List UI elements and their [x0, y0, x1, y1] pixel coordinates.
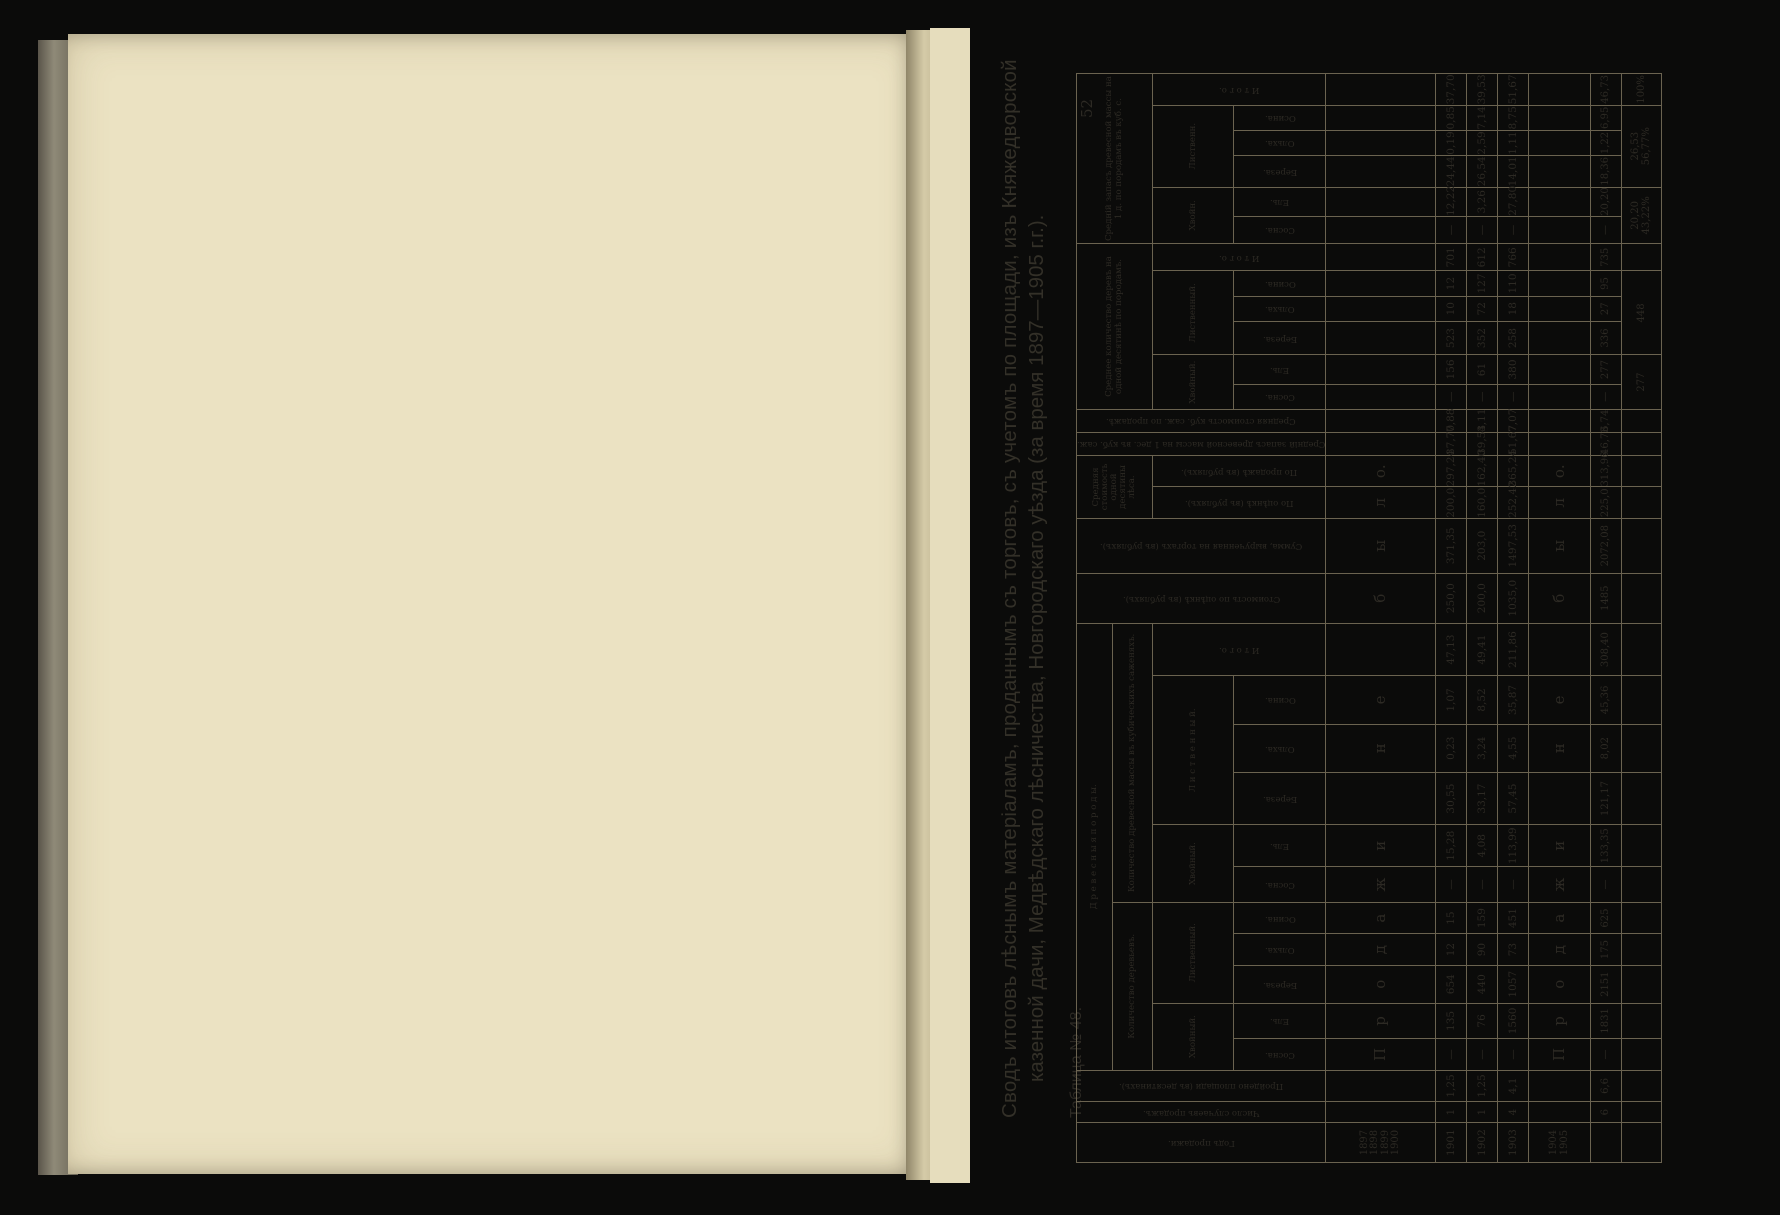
sales-letter: а [1326, 902, 1436, 933]
hdr-by-sale: По продажѣ (въ рубляхъ). [1153, 456, 1326, 487]
sales-letter: р [1529, 1003, 1591, 1039]
sales-letter: о [1529, 965, 1591, 1003]
hdr-c-aspen: Осина. [1234, 902, 1326, 933]
table-row-1902: 1902 1 1,25 — 76 440 90 159 — 4,08 33,17 3,24 8,52 49,41 200,0 203,0 160,0 162,40 39,53 4,11 — 61 352 72 127 612 — 3,26 26,54 2,59 7,14 39,53 [1467, 74, 1498, 1163]
hdr-volume: Количество древесной массы въ кубическихъ саженяхъ. [1113, 623, 1153, 902]
page-number: 52 [1078, 98, 1096, 118]
subtotal-trees-conif: 277 [1622, 355, 1662, 410]
sales-letter: П [1326, 1039, 1436, 1070]
sales-letter: е [1529, 676, 1591, 724]
hdr-avg-cost: Средняя стоимость одной десятины лѣса. [1077, 456, 1153, 519]
hdr-t-birch: Береза. [1234, 321, 1326, 355]
hdr-tree-count: Количество деревьевъ. [1113, 902, 1153, 1070]
sales-letter: л [1529, 487, 1591, 518]
hdr-m-spruce: Ель. [1234, 187, 1326, 216]
years-cell-1904-1905: 1904 1905 [1529, 1123, 1591, 1163]
summary-table [1076, 63, 1756, 1163]
hdr-v-spruce: Ель. [1234, 825, 1326, 867]
sales-letter: о. [1529, 456, 1591, 487]
sales-letter: р [1326, 1003, 1436, 1039]
hdr-t-alder: Ольха. [1234, 296, 1326, 321]
sales-letter: ж [1529, 867, 1591, 903]
hdr-avg-mass: Средній запасъ древесной массы на 1 д. по породамъ въ куб. с. [1077, 74, 1153, 244]
sales-letter: д [1529, 934, 1591, 965]
hdr-mass-total: И т о г о. [1153, 74, 1326, 106]
sales-letter: н [1529, 724, 1591, 772]
table-row-1903: 1903 4 4,1 — 1560 1057 73 451 — 113,99 57,45 4,55 35,87 211,86 1035,0 1497,53 252,42 365,24 51,67 7,07 — 380 258 18 110 766 — 27,80 14,01 1,11 8,75 51,67 [1498, 74, 1529, 1163]
hdr-mass-conif: Хвойн. [1153, 187, 1234, 244]
hdr-area: Пройдено площади (въ десятинахъ). [1077, 1070, 1326, 1101]
hdr-c-pine: Сосна. [1234, 1039, 1326, 1070]
hdr-avg-price: Средняя стоимость куб. саж. по продажѣ. [1077, 409, 1326, 432]
hdr-m-pine: Сосна. [1234, 216, 1326, 243]
sales-letter: л [1326, 487, 1436, 518]
subtotal-mass-conif: 20,20 43,22% [1622, 187, 1662, 244]
no-sales-row-1897-1900 [1326, 74, 1436, 1163]
sales-letter: и [1529, 825, 1591, 867]
hdr-t-spruce: Ель. [1234, 355, 1326, 384]
hdr-t-pine: Сосна. [1234, 384, 1326, 409]
hdr-trees-conif: Хвойный. [1153, 355, 1234, 410]
hdr-cases: Число случаевъ продажъ. [1077, 1102, 1326, 1123]
sales-letter: а [1529, 902, 1591, 933]
hdr-year: Годъ продажи. [1077, 1123, 1326, 1163]
hdr-t-aspen: Осина. [1234, 271, 1326, 296]
hdr-m-alder: Ольха. [1234, 130, 1326, 155]
hdr-count-conif: Хвойный. [1153, 1003, 1234, 1070]
hdr-m-aspen: Осина. [1234, 105, 1326, 130]
table-row-subtotals [1622, 74, 1662, 1163]
no-sales-row-1904-1905 [1529, 74, 1591, 1163]
sales-letter: д [1326, 934, 1436, 965]
left-page [68, 34, 920, 1174]
sales-letter: н [1326, 724, 1436, 772]
sales-letter: П [1529, 1039, 1591, 1070]
hdr-v-pine: Сосна. [1234, 867, 1326, 903]
subtotal-trees-decid: 448 [1622, 271, 1662, 355]
hdr-trees-total: И т о г о. [1153, 244, 1326, 271]
sales-letter: ы [1529, 518, 1591, 573]
sales-letter: ы [1326, 518, 1436, 573]
hdr-v-aspen: Осина. [1234, 676, 1326, 724]
hdr-trees-decid: Лиственный. [1153, 271, 1234, 355]
hdr-c-birch: Береза. [1234, 965, 1326, 1003]
sales-letter: о. [1326, 456, 1436, 487]
sales-letter: б [1529, 573, 1591, 623]
rotated-page-content [970, 59, 1780, 1163]
years-cell-1897-1900: 1897 1898 1899 1900 [1326, 1123, 1436, 1163]
subtotal-mass-decid: 26,53 56,77% [1622, 105, 1662, 187]
hdr-avg-stock: Средній запасъ древесной массы на 1 дес. въ куб. саж. [1077, 432, 1326, 455]
hdr-c-alder: Ольха. [1234, 934, 1326, 965]
hdr-vol-conif: Хвойный. [1153, 825, 1234, 903]
hdr-mass-decid: Лиственн. [1153, 105, 1234, 187]
hdr-c-spruce: Ель. [1234, 1003, 1326, 1039]
sales-letter: ж [1326, 867, 1436, 903]
title-line-2: казенной дачи, Медвѣдскаго лѣсничества, Новгородскаго уѣзда (за время 1897—1905 г.г.). [1025, 214, 1048, 1082]
hdr-count-decid: Лиственный. [1153, 902, 1234, 1003]
table-row-1901: 1901 1 1,25 — 135 654 12 15 — 15,28 30,55 0,23 1,07 47,13 250,0 371,35 200,0 297,24 37,70 7,88 — 156 523 10 12 701 — 12,22 24,44 0,19 0,85 37,70 [1436, 74, 1467, 1163]
hdr-m-birch: Береза. [1234, 156, 1326, 187]
hdr-cost: Стоимость по оцѣнкѣ (въ рубляхъ). [1077, 573, 1326, 623]
sales-letter: и [1326, 825, 1436, 867]
sales-letter: е [1326, 676, 1436, 724]
hdr-vol-decid: Л и с т в е н н ы й. [1153, 676, 1234, 825]
table-number: Таблица № 48. [1068, 1006, 1085, 1118]
hdr-v-alder: Ольха. [1234, 724, 1326, 772]
right-page [930, 28, 970, 1183]
title-line-1: Сводъ итоговъ лѣснымъ матеріаламъ, проданнымъ съ торговъ, съ учетомъ по площади, изъ Княжедворской [998, 59, 1021, 1118]
table-row-total: 6 6,6 — 1831 2151 175 625 — 133,35 121,17 8,02 45,36 308,40 1485 2072,08 225,0 313,96 46,73 6,74 — 277 336 27 95 735 — 20,20 18,36 1,22 6,95 46,73 [1591, 74, 1622, 1163]
sales-letter: б [1326, 573, 1436, 623]
hdr-vol-total: И т о г о. [1153, 623, 1326, 675]
hdr-avg-trees: Среднее количество деревъ на одной десятинѣ по породамъ. [1077, 244, 1153, 410]
hdr-sum: Сумма, вырученная на торгахъ (въ рубляхъ). [1077, 518, 1326, 573]
hdr-by-estimate: По оцѣнкѣ (въ рубляхъ). [1153, 487, 1326, 518]
subtotal-mass-total: 100% [1622, 74, 1662, 106]
sales-letter: о [1326, 965, 1436, 1003]
hdr-species: Д р е в е с н ы я п о р о д ы. [1077, 623, 1113, 1070]
hdr-v-birch: Береза. [1234, 772, 1326, 824]
